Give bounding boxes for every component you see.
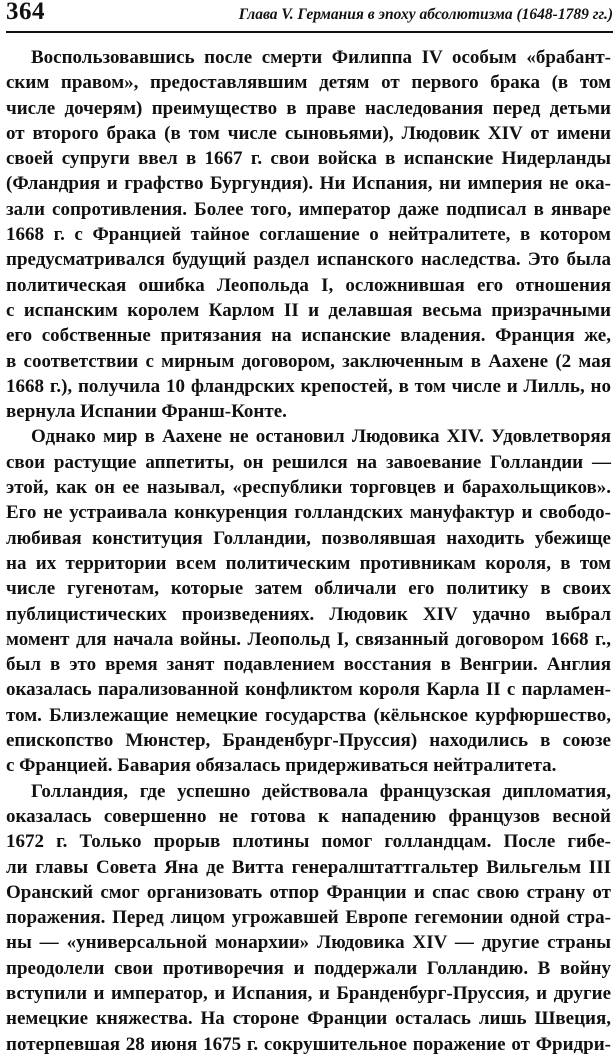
text-line: вступили и император, и Испания, и Бранденбург-Пруссия, и другие [6,982,611,1004]
text-line: преодолели свои противоречия и поддержали Голландию. В войну [6,957,611,979]
text-line: свои растущие аппетиты, он решился на завоевание Голландии — [6,451,611,473]
text-line: публицистических произведениях. Людовик XIV удачно выбрал [6,603,611,625]
text-line: его собственные притязания на испанские владения. Франция же, [6,325,611,347]
text-line: 1668 г.), получила 10 фландрских крепостей, в том числе и Лилль, но [6,375,611,397]
text-line: с Францией. Бавария обязалась придерживаться нейтралитета. [6,755,557,777]
text-line: епископство Мюнстер, Бранденбург-Пруссия) находились в союзе [6,730,611,752]
text-line: потерпевшая 28 июня 1675 г. сокрушительное поражение от Фридри- [6,1033,611,1055]
text-line: предусматривался будущий раздел испанского наследства. Это была [6,249,611,271]
text-line: был в это время занят подавлением восстания в Венгрии. Англия [6,654,611,676]
text-line: момент для начала войны. Леопольд I, связанный договором 1668 г., [6,628,611,650]
text-line: Голландия, где успешно действовала французская дипломатия, [31,780,611,802]
running-head: Глава V. Германия в эпоху абсолютизма (1648-1789 гг.) [238,6,613,23]
text-line: оказалась совершенно не готова к нападению французов весной [6,805,611,827]
text-line: Воспользовавшись после смерти Филиппа IV особым «брабант- [31,47,611,68]
text-line: этой, как он ее называл, «республики торговцев и барахольщиков». [6,477,611,499]
text-line: любивая конституция Голландии, позволявшая находить убежище [6,527,611,549]
text-line: с испанским королем Карлом II и делавшая весьма призрачными [6,299,611,321]
text-line: вернула Испании Франш-Конте. [6,401,287,423]
text-line: ны — «универсальной монархии» Людовика XIV — другие страны [6,932,611,954]
text-line: оказалась парализованной конфликтом короля Карла II с парламен- [6,679,611,701]
text-line: на их территории всем политическим противникам короля, в том [6,552,611,574]
text-line: (Фландрия и графство Бургундия). Ни Испания, ни империя не ока- [6,173,611,195]
header-rule [6,31,613,33]
text-line: ли главы Совета Яна де Витта генералштаттгальтер Вильгельм III [6,856,611,878]
text-line: Однако мир в Аахене не остановил Людовика XIV. Удовлетворяя [31,426,611,448]
text-line: ским правом», предоставлявшим детям от первого брака (в том [6,72,611,94]
text-line: от второго брака (в том числе сыновьями), Людовик XIV от имени [6,122,611,144]
text-line: своей супруги ввел в 1667 г. свои войска в испанские Нидерланды [6,148,611,170]
text-line: 1668 г. с Францией тайное соглашение о нейтралитете, в котором [6,224,611,246]
text-line: в соответствии с мирным договором, заключенным в Аахене (2 мая [6,350,611,372]
text-line: числе дочерям) преимущество в праве наследования перед детьми [6,97,611,119]
text-line: немецкие княжества. На стороне Франции осталась лишь Швеция, [6,1008,611,1030]
text-line: поражения. Перед лицом угрожавшей Европе гегемонии одной стра- [6,907,611,929]
text-line: числе гугенотам, которые затем обличали его политику в своих [6,578,611,600]
text-line: том. Близлежащие немецкие государства (кёльнское курфюршество, [6,704,611,726]
text-line: зали сопротивления. Более того, император даже подписал в январе [6,198,611,220]
text-line: политическая ошибка Леопольда I, осложнившая его отношения [6,274,611,296]
body-text [6,45,611,1057]
page-header [6,0,613,30]
text-line: Его не устраивала конкуренция голландских мануфактур и свободо- [6,502,611,524]
text-line: Оранский смог организовать отпор Франции и спас свою страну от [6,881,611,903]
page-number: 364 [6,0,45,25]
text-line: 1672 г. Только прорыв плотины помог голландцам. После гибе- [6,831,611,853]
